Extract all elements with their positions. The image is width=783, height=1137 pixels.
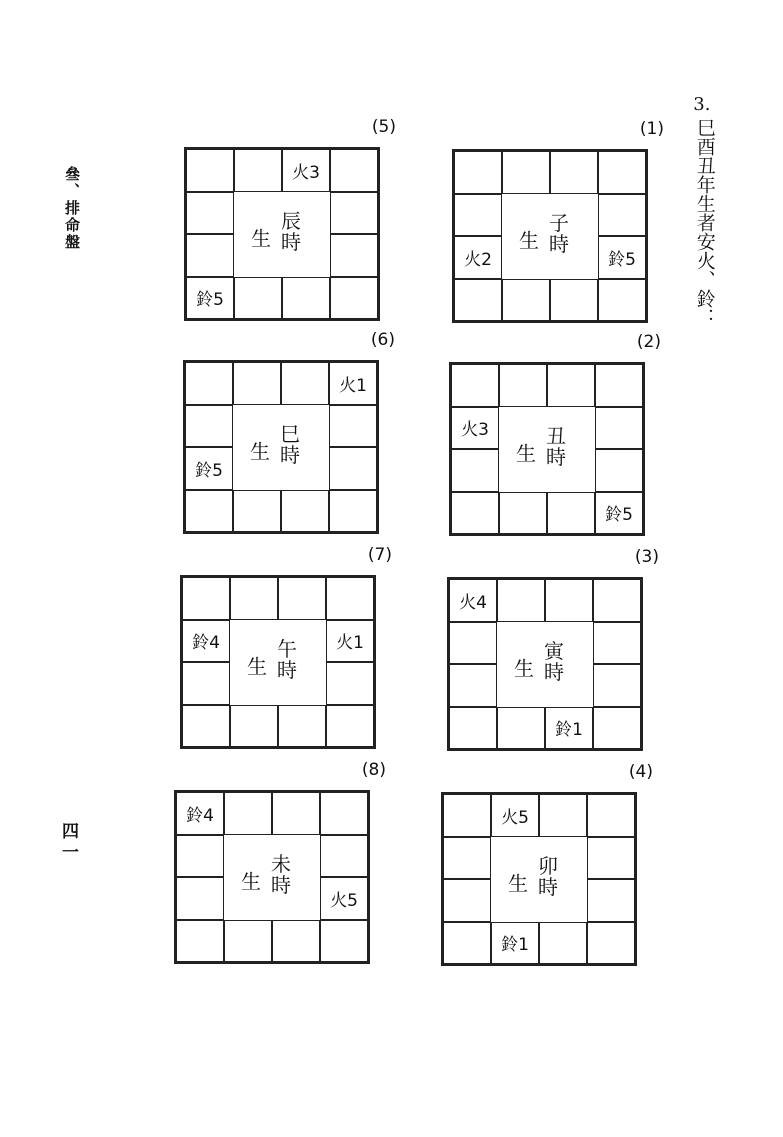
palace-chart <box>449 332 661 536</box>
palace-cell <box>449 664 497 707</box>
branch-char: 丑 <box>546 423 566 448</box>
palace-cell: 鈴1 <box>545 707 593 750</box>
time-char: 時 <box>544 659 564 684</box>
time-char: 時 <box>546 444 566 469</box>
palace-cell <box>598 194 646 237</box>
birth-hour-center <box>224 835 320 920</box>
palace-cell <box>550 151 598 194</box>
palace-cell <box>185 405 233 448</box>
chart-label: (2) <box>636 332 661 352</box>
palace-cell <box>176 920 224 963</box>
palace-cell <box>545 579 593 622</box>
birth-char: 生 <box>251 226 271 251</box>
palace-cell <box>330 277 378 320</box>
hour-branch <box>280 421 300 467</box>
palace-cell <box>326 577 374 620</box>
time-char: 時 <box>281 229 301 254</box>
palace-cell <box>282 277 330 320</box>
palace-cell: 火1 <box>329 362 377 405</box>
palace-cell <box>587 794 635 837</box>
palace-cell <box>502 279 550 322</box>
palace-cell <box>185 490 233 533</box>
palace-cell <box>326 705 374 748</box>
palace-cell <box>281 490 329 533</box>
chart-label: (3) <box>634 547 659 567</box>
chart-board <box>174 790 370 964</box>
chart-label: (4) <box>628 762 653 782</box>
palace-cell <box>230 705 278 748</box>
birth-char: 生 <box>519 228 539 253</box>
chart-board <box>180 575 376 749</box>
palace-cell <box>454 279 502 322</box>
birth-hour-center <box>234 192 330 277</box>
palace-cell <box>595 407 643 450</box>
birth-hour-center <box>233 405 329 490</box>
palace-cell <box>454 194 502 237</box>
chart-label: (6) <box>370 330 395 350</box>
palace-cell <box>329 405 377 448</box>
palace-cell <box>186 149 234 192</box>
time-char: 時 <box>277 657 297 682</box>
palace-cell <box>224 920 272 963</box>
palace-chart <box>441 762 653 966</box>
palace-cell <box>547 492 595 535</box>
heading <box>688 94 716 327</box>
birth-char: 生 <box>250 439 270 464</box>
time-char: 時 <box>271 872 291 897</box>
palace-chart <box>452 119 664 323</box>
palace-cell <box>502 151 550 194</box>
palace-cell <box>182 662 230 705</box>
palace-cell <box>443 837 491 880</box>
branch-char: 寅 <box>544 638 564 663</box>
palace-cell <box>451 449 499 492</box>
birth-hour-center <box>502 194 598 279</box>
hour-branch <box>544 638 564 684</box>
palace-cell <box>278 577 326 620</box>
palace-cell <box>499 364 547 407</box>
palace-cell <box>595 449 643 492</box>
palace-cell <box>449 622 497 665</box>
palace-cell <box>595 364 643 407</box>
chart-label: (5) <box>371 117 396 137</box>
palace-cell <box>330 192 378 235</box>
palace-cell: 火3 <box>282 149 330 192</box>
palace-cell <box>281 362 329 405</box>
palace-cell: 火5 <box>320 877 368 920</box>
palace-cell <box>598 279 646 322</box>
palace-cell <box>176 877 224 920</box>
chart-board <box>184 147 380 321</box>
palace-cell: 鈴1 <box>491 922 539 965</box>
palace-cell: 火2 <box>454 236 502 279</box>
palace-cell <box>593 579 641 622</box>
palace-cell <box>443 794 491 837</box>
palace-cell <box>593 707 641 750</box>
chart-label: (8) <box>361 760 386 780</box>
hour-branch <box>538 853 558 899</box>
palace-cell <box>224 792 272 835</box>
hour-branch <box>277 636 297 682</box>
palace-cell <box>272 920 320 963</box>
palace-cell <box>593 622 641 665</box>
birth-char: 生 <box>516 441 536 466</box>
palace-cell <box>539 922 587 965</box>
time-char: 時 <box>280 442 300 467</box>
palace-cell: 鈴5 <box>595 492 643 535</box>
palace-chart <box>447 547 659 751</box>
palace-cell: 鈴5 <box>186 277 234 320</box>
palace-cell <box>539 794 587 837</box>
birth-char: 生 <box>514 656 534 681</box>
palace-cell <box>550 279 598 322</box>
palace-chart <box>183 330 395 534</box>
palace-cell <box>326 662 374 705</box>
page-number: 四一 <box>58 822 78 864</box>
palace-cell: 鈴4 <box>176 792 224 835</box>
palace-cell <box>176 835 224 878</box>
chart-board <box>441 792 637 966</box>
birth-hour-center <box>230 620 326 705</box>
chart-label: (7) <box>367 545 392 565</box>
palace-chart <box>184 117 396 321</box>
palace-cell <box>451 364 499 407</box>
palace-cell <box>182 705 230 748</box>
heading-number: 3. <box>693 94 711 115</box>
chart-board <box>449 362 645 536</box>
palace-cell <box>182 577 230 620</box>
chart-board <box>183 360 379 534</box>
palace-cell <box>233 490 281 533</box>
branch-char: 辰 <box>281 208 301 233</box>
chart-label: (1) <box>639 119 664 139</box>
palace-cell <box>443 879 491 922</box>
birth-hour-center <box>491 837 587 922</box>
palace-cell <box>233 362 281 405</box>
heading-text: 巳酉丑年生者安火、鈴： <box>693 117 716 327</box>
palace-cell <box>593 664 641 707</box>
palace-cell <box>587 879 635 922</box>
birth-hour-center <box>499 407 595 492</box>
palace-cell <box>329 490 377 533</box>
palace-cell <box>443 922 491 965</box>
palace-cell <box>329 447 377 490</box>
palace-cell: 火4 <box>449 579 497 622</box>
hour-branch <box>281 208 301 254</box>
birth-hour-center <box>497 622 593 707</box>
palace-cell <box>547 364 595 407</box>
palace-cell <box>320 835 368 878</box>
time-char: 時 <box>549 231 569 256</box>
branch-char: 午 <box>277 636 297 661</box>
palace-cell <box>186 234 234 277</box>
palace-cell <box>186 192 234 235</box>
palace-cell: 鈴4 <box>182 620 230 663</box>
palace-cell <box>598 151 646 194</box>
palace-cell <box>272 792 320 835</box>
chart-board <box>452 149 648 323</box>
palace-cell <box>320 792 368 835</box>
palace-cell <box>330 149 378 192</box>
palace-cell <box>320 920 368 963</box>
hour-branch <box>549 210 569 256</box>
palace-cell: 火5 <box>491 794 539 837</box>
birth-char: 生 <box>508 871 528 896</box>
palace-cell <box>497 579 545 622</box>
palace-cell: 鈴5 <box>598 236 646 279</box>
palace-chart <box>174 760 386 964</box>
chart-board <box>447 577 643 751</box>
palace-cell <box>230 577 278 620</box>
palace-cell <box>587 922 635 965</box>
palace-cell <box>278 705 326 748</box>
palace-cell <box>185 362 233 405</box>
section-title: 叄、排命盤 <box>63 166 81 251</box>
hour-branch <box>271 851 291 897</box>
palace-cell <box>454 151 502 194</box>
branch-char: 卯 <box>538 853 558 878</box>
palace-cell <box>499 492 547 535</box>
palace-cell: 火1 <box>326 620 374 663</box>
palace-chart <box>180 545 392 749</box>
branch-char: 未 <box>271 851 291 876</box>
palace-cell <box>330 234 378 277</box>
birth-char: 生 <box>247 654 267 679</box>
time-char: 時 <box>538 874 558 899</box>
branch-char: 巳 <box>280 421 300 446</box>
palace-cell <box>234 149 282 192</box>
palace-cell <box>451 492 499 535</box>
palace-cell: 火3 <box>451 407 499 450</box>
palace-cell <box>234 277 282 320</box>
palace-cell <box>497 707 545 750</box>
palace-cell: 鈴5 <box>185 447 233 490</box>
branch-char: 子 <box>549 210 569 235</box>
palace-cell <box>449 707 497 750</box>
palace-cell <box>587 837 635 880</box>
hour-branch <box>546 423 566 469</box>
birth-char: 生 <box>241 869 261 894</box>
